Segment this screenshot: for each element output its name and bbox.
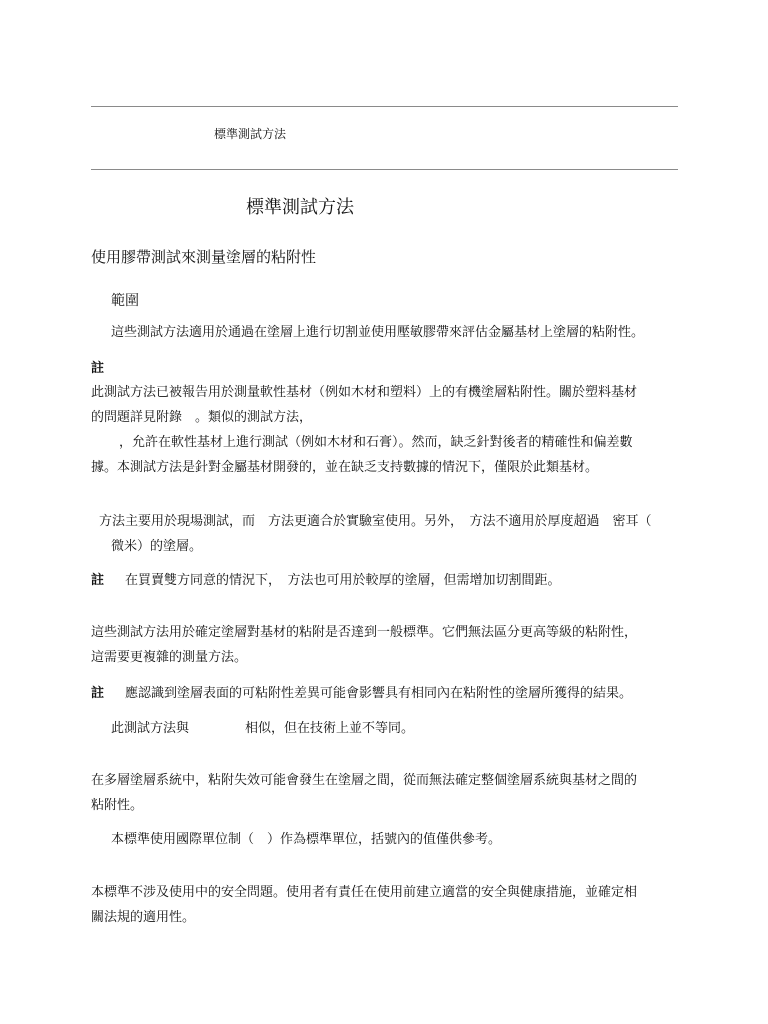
paragraph-line: 的問題詳見附錄 。類似的測試方法，: [91, 410, 313, 425]
paragraph-line: 這需要更複雜的測量方法。: [91, 650, 248, 665]
paragraph-line: 據。本測試方法是針對金屬基材開發的，並在缺乏支持數據的情況下，僅限於此類基材。: [91, 460, 599, 475]
paragraph-fragment: 此測試方法與: [111, 721, 190, 736]
paragraph-line: 在多層塗層系統中，粘附失效可能會發生在塗層之間，從而無法確定整個塗層系統與基材之間的: [91, 773, 638, 788]
note-text: 應認識到塗層表面的可粘附性差異可能會影響具有相同內在粘附性的塗層所獲得的結果。: [125, 686, 633, 701]
paragraph-line: 關法規的適用性。: [91, 910, 196, 925]
header-top-rule: [91, 106, 678, 107]
paragraph-fragment: 相似，但在技術上並不等同。: [245, 721, 415, 736]
paragraph-line: 微米）的塗層。: [111, 539, 203, 554]
paragraph-line: 這些測試方法用於確定塗層對基材的粘附是否達到一般標準。它們無法區分更高等級的粘附性，: [91, 625, 638, 640]
paragraph-line: 本標準使用國際單位制（ ）作為標準單位，括號內的值僅供參考。: [111, 832, 502, 847]
running-header: 標準測試方法: [214, 127, 287, 141]
paragraph-line: 粘附性。: [91, 798, 144, 813]
note-label: 註: [91, 686, 105, 701]
paragraph-line: 此測試方法已被報告用於測量軟性基材（例如木材和塑料）上的有機塗層粘附性。關於塑料基材: [91, 385, 638, 400]
paragraph-line: ，允許在軟性基材上進行測試（例如木材和石膏）。然而，缺乏針對後者的精確性和偏差數: [119, 435, 633, 450]
paragraph-scope-1: 這些測試方法適用於通過在塗層上進行切割並使用壓敏膠帶來評估金屬基材上塗層的粘附性。: [111, 325, 645, 340]
note-text: 在買賣雙方同意的情況下， 方法也可用於較厚的塗層，但需增加切割間距。: [125, 573, 561, 588]
note-label: 註: [91, 361, 105, 376]
header-bottom-rule: [91, 169, 678, 170]
document-subtitle: 使用膠帶測試來測量塗層的粘附性: [91, 248, 317, 266]
paragraph-line: 本標準不涉及使用中的安全問題。使用者有責任在使用前建立適當的安全與健康措施，並確定相: [91, 885, 638, 900]
section-heading-scope: 範圍: [111, 293, 139, 309]
note-label: 註: [91, 573, 105, 588]
paragraph-line: 方法主要用於現場測試，而 方法更適合於實驗室使用。另外， 方法不適用於厚度超過 密耳（: [99, 514, 652, 529]
document-title: 標準測試方法: [246, 197, 354, 218]
